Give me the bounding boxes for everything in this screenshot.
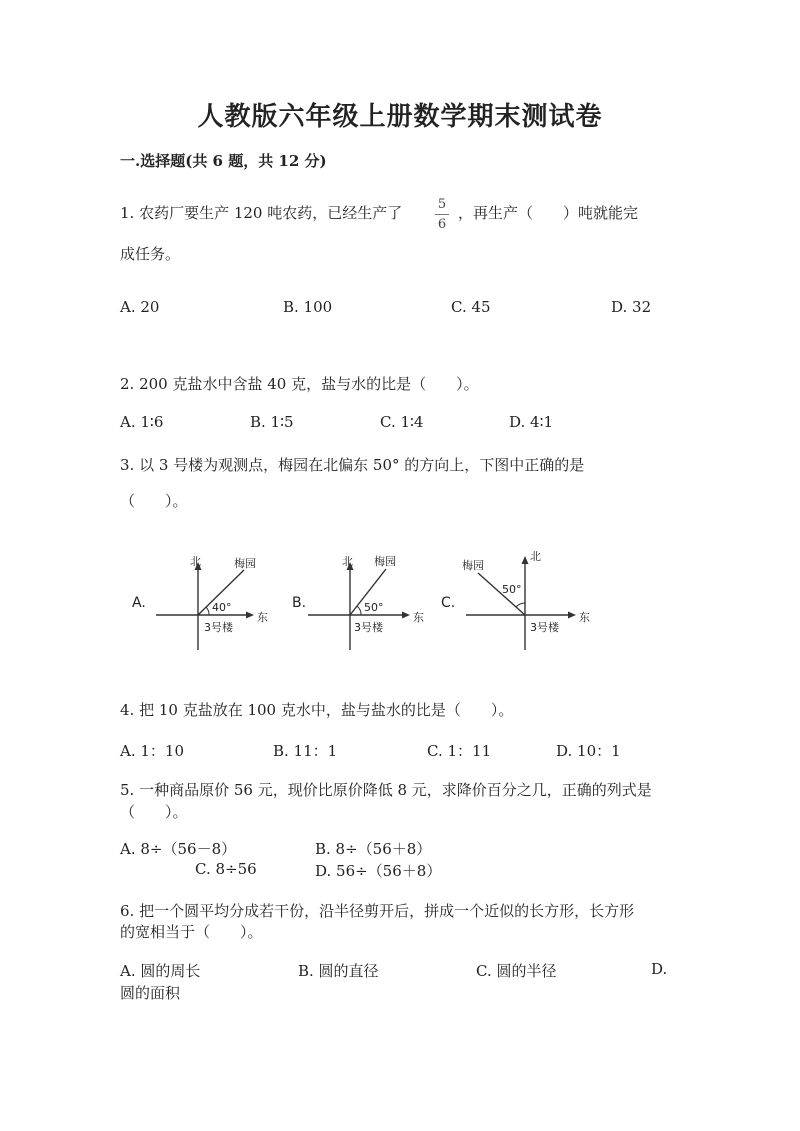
- q5-option-c[interactable]: C. 8÷56: [195, 860, 257, 878]
- q4-option-d[interactable]: D. 10：1: [556, 742, 621, 760]
- q3-a-east-arrow-icon: [246, 612, 254, 619]
- q3-b-east-arrow-icon: [402, 612, 410, 619]
- q3-c-target-label: 梅园: [462, 559, 484, 572]
- q3-text-line1: 3. 以 3 号楼为观测点，梅园在北偏东 50° 的方向上，下图中正确的是: [120, 456, 585, 474]
- q6-option-a[interactable]: A. 圆的周长: [120, 962, 201, 980]
- q6-option-c[interactable]: C. 圆的半径: [476, 962, 557, 980]
- q6-text-line2: 的宽相当于（ ）。: [120, 923, 263, 941]
- q3-b-target-label: 梅园: [374, 555, 396, 568]
- q6-option-b[interactable]: B. 圆的直径: [298, 962, 379, 980]
- q3-c-north-label: 北: [530, 550, 541, 563]
- q6-option-d-continued[interactable]: 圆的面积: [120, 984, 181, 1002]
- q3-a-east-label: 东: [257, 611, 268, 624]
- q3-text-line2: （ ）。: [120, 492, 188, 510]
- q1-text-line2: 成任务。: [120, 245, 181, 263]
- q4-option-c[interactable]: C. 1：11: [427, 742, 492, 760]
- q3-b-north-label: 北: [342, 555, 353, 568]
- q1-fraction-denominator: 6: [437, 217, 447, 232]
- q5-option-a[interactable]: A. 8÷（56－8）: [120, 840, 237, 858]
- q1-option-a[interactable]: A. 20: [120, 298, 160, 316]
- page-title: 人教版六年级上册数学期末测试卷: [197, 102, 603, 132]
- q1-fraction: [432, 196, 452, 233]
- q1-option-b[interactable]: B. 100: [283, 298, 333, 316]
- q5-option-d[interactable]: D. 56÷（56＋8）: [315, 862, 442, 880]
- q6-text-line1: 6. 把一个圆平均分成若干份，沿半径剪开后，拼成一个近似的长方形，长方形: [120, 902, 635, 920]
- q3-a-angle-label: 40°: [212, 601, 232, 614]
- q3-b-east-label: 东: [413, 611, 424, 624]
- q6-option-d[interactable]: D.: [651, 960, 668, 978]
- q3-diagram-a-label: A.: [132, 595, 146, 611]
- q3-c-east-label: 东: [579, 611, 590, 624]
- q1-fraction-numerator: 5: [437, 197, 447, 212]
- q3-c-north-arrow-icon: [522, 556, 529, 564]
- q4-option-a[interactable]: A. 1：10: [120, 742, 184, 760]
- q3-c-angle-arc: [516, 603, 525, 607]
- q3-diagram-b[interactable]: [292, 554, 424, 650]
- q5-text-line2: （ ）。: [120, 803, 188, 821]
- q3-diagram-c-label: C.: [441, 595, 456, 611]
- q3-c-origin-label: 3号楼: [530, 621, 559, 634]
- q3-a-angle-arc: [206, 607, 209, 615]
- q3-b-origin-label: 3号楼: [354, 621, 383, 634]
- q1-option-d[interactable]: D. 32: [611, 298, 652, 316]
- q3-a-origin-label: 3号楼: [204, 621, 233, 634]
- q3-a-target-label: 梅园: [234, 557, 256, 570]
- q5-option-b[interactable]: B. 8÷（56＋8）: [315, 840, 432, 858]
- q1-text-line1: 1. 农药厂要生产 120 吨农药，已经生产了: [120, 204, 403, 222]
- q4-text: 4. 把 10 克盐放在 100 克水中，盐与盐水的比是（ ）。: [120, 701, 514, 719]
- q3-c-angle-label: 50°: [502, 583, 522, 596]
- q2-option-a[interactable]: A. 1∶6: [120, 413, 164, 431]
- q3-diagram-b-label: B.: [292, 595, 307, 611]
- q2-text: 2. 200 克盐水中含盐 40 克，盐与水的比是（ ）。: [120, 375, 479, 393]
- q2-option-c[interactable]: C. 1∶4: [380, 413, 424, 431]
- q1-option-c[interactable]: C. 45: [451, 298, 491, 316]
- q5-text-line1: 5. 一种商品原价 56 元，现价比原价降低 8 元，求降价百分之几，正确的列式是: [120, 781, 652, 799]
- q3-direction-diagrams: [120, 540, 600, 660]
- q1-text-line1-cont: ，再生产（ ）吨就能完: [458, 204, 639, 222]
- q3-a-north-label: 北: [190, 555, 201, 568]
- q4-option-b[interactable]: B. 11：1: [273, 742, 338, 760]
- q2-option-b[interactable]: B. 1∶5: [250, 413, 294, 431]
- q3-diagram-a[interactable]: [132, 555, 268, 650]
- section-heading: 一.选择题(共 6 题，共 12 分): [120, 152, 327, 170]
- q3-b-angle-arc: [357, 606, 361, 615]
- q3-c-east-arrow-icon: [568, 612, 576, 619]
- q1-fraction-bar: [435, 214, 449, 215]
- q2-option-d[interactable]: D. 4∶1: [509, 413, 554, 431]
- q3-b-angle-label: 50°: [364, 601, 384, 614]
- q3-diagram-c[interactable]: [441, 550, 590, 650]
